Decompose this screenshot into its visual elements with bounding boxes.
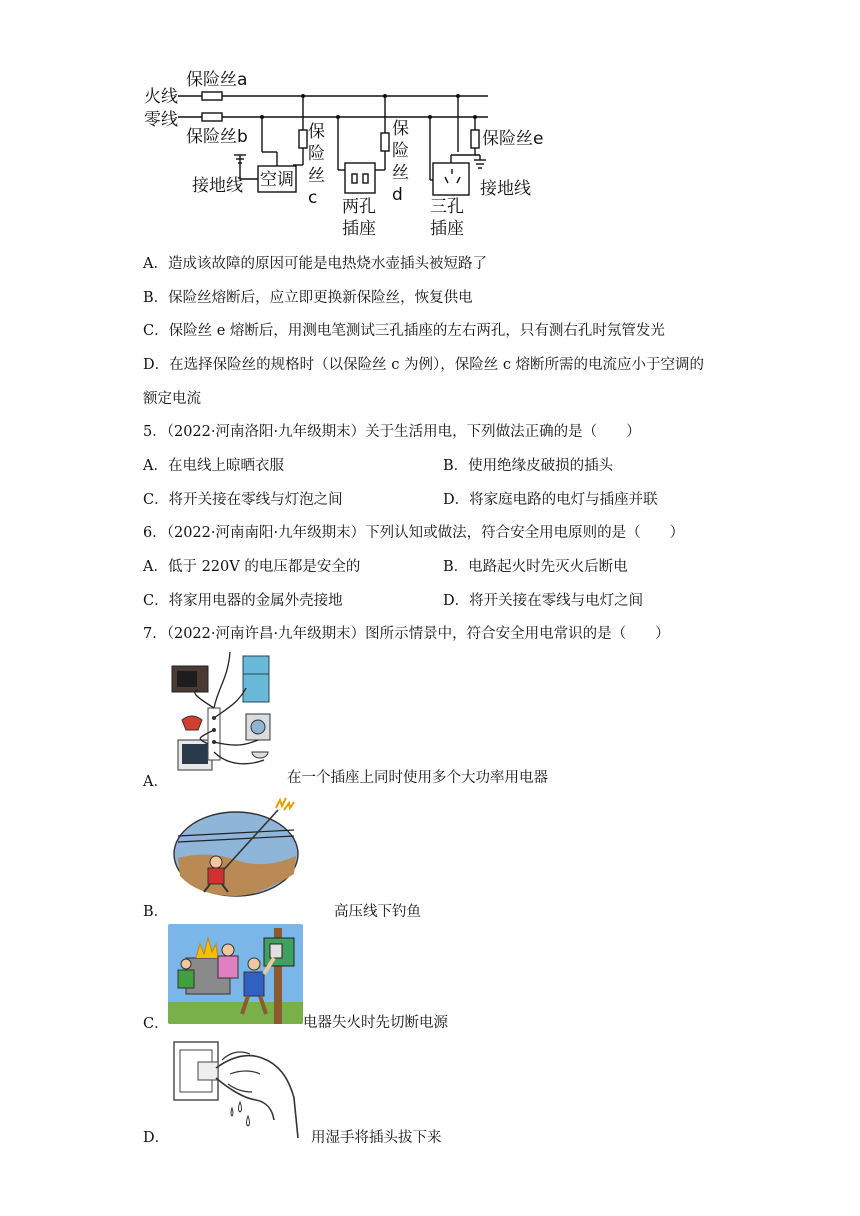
q5-option-a: A．在电线上晾晒衣服 bbox=[143, 458, 284, 474]
fuse-c-label-2: 险 bbox=[308, 144, 325, 164]
cut-power-illustration bbox=[168, 924, 303, 1024]
q7-option-a-letter: A． bbox=[143, 774, 168, 790]
q7-option-b-text: 高压线下钓鱼 bbox=[334, 904, 421, 920]
q7-option-d-letter: D． bbox=[143, 1130, 170, 1146]
q4-option-c: C．保险丝 e 熔断后，用测电笔测试三孔插座的左右两孔，只有测右孔时氖管发光 bbox=[143, 323, 665, 339]
fuse-d-label-4: d bbox=[392, 185, 403, 205]
fishing-under-powerline-illustration bbox=[168, 796, 303, 898]
fuse-c-label-3: 丝 bbox=[308, 166, 325, 186]
three-hole-socket-label-2: 插座 bbox=[430, 219, 464, 239]
q4-option-b: B．保险丝熔断后，应立即更换新保险丝，恢复供电 bbox=[143, 290, 473, 306]
overloaded-socket-illustration bbox=[168, 648, 288, 778]
q7-stem: 7．（2022·河南许昌·九年级期末）图所示情景中，符合安全用电常识的是（ ） bbox=[143, 626, 670, 642]
q7-option-a-text: 在一个插座上同时使用多个大功率用电器 bbox=[287, 770, 548, 786]
q4-option-d: D．在选择保险丝的规格时（以保险丝 c 为例），保险丝 c 熔断所需的电流应小于空调的 bbox=[143, 357, 705, 373]
fuse-d-label-3: 丝 bbox=[392, 163, 409, 183]
fuse-b-label: 保险丝b bbox=[186, 127, 248, 147]
fuse-d-label-1: 保 bbox=[392, 119, 409, 139]
q5-option-d: D．将家庭电路的电灯与插座并联 bbox=[443, 492, 658, 508]
q6-option-d: D．将开关接在零线与电灯之间 bbox=[443, 593, 644, 609]
q6-option-b: B．电路起火时先灭火后断电 bbox=[443, 559, 628, 575]
q5-option-c: C．将开关接在零线与灯泡之间 bbox=[143, 492, 343, 508]
fuse-a-label: 保险丝a bbox=[186, 70, 248, 90]
fuse-e-label: 保险丝e bbox=[482, 129, 544, 149]
q4-option-a: A．造成该故障的原因可能是电热烧水壶插头被短路了 bbox=[143, 256, 487, 272]
q7-option-c-text: 电器失火时先切断电源 bbox=[303, 1015, 448, 1031]
two-hole-socket-label-1: 两孔 bbox=[342, 197, 376, 217]
aircon-label: 空调 bbox=[260, 170, 294, 190]
wet-hand-plug-illustration bbox=[170, 1038, 302, 1142]
neutral-wire-label: 零线 bbox=[144, 110, 178, 130]
q7-option-b-letter: B． bbox=[143, 904, 169, 920]
q5-option-b: B．使用绝缘皮破损的插头 bbox=[443, 458, 614, 474]
q6-option-a: A．低于 220V 的电压都是安全的 bbox=[143, 559, 361, 575]
three-hole-socket-label-1: 三孔 bbox=[430, 197, 464, 217]
q4-option-d-cont: 额定电流 bbox=[143, 391, 201, 407]
fuse-d-label-2: 险 bbox=[392, 141, 409, 161]
q6-stem: 6．（2022·河南南阳·九年级期末）下列认知或做法，符合安全用电原则的是（ ） bbox=[143, 525, 685, 541]
fuse-c-label-1: 保 bbox=[308, 122, 325, 142]
ground-right-label: 接地线 bbox=[480, 179, 531, 199]
circuit-diagram bbox=[140, 60, 560, 245]
q7-option-d-text: 用湿手将插头拔下来 bbox=[311, 1130, 442, 1146]
q6-option-c: C．将家用电器的金属外壳接地 bbox=[143, 593, 343, 609]
fuse-c-label-4: c bbox=[308, 188, 318, 208]
two-hole-socket-label-2: 插座 bbox=[342, 219, 376, 239]
live-wire-label: 火线 bbox=[144, 87, 178, 107]
ground-left-label: 接地线 bbox=[192, 176, 243, 196]
q5-stem: 5．（2022·河南洛阳·九年级期末）关于生活用电，下列做法正确的是（ ） bbox=[143, 424, 641, 440]
q7-option-c-letter: C． bbox=[143, 1016, 169, 1032]
